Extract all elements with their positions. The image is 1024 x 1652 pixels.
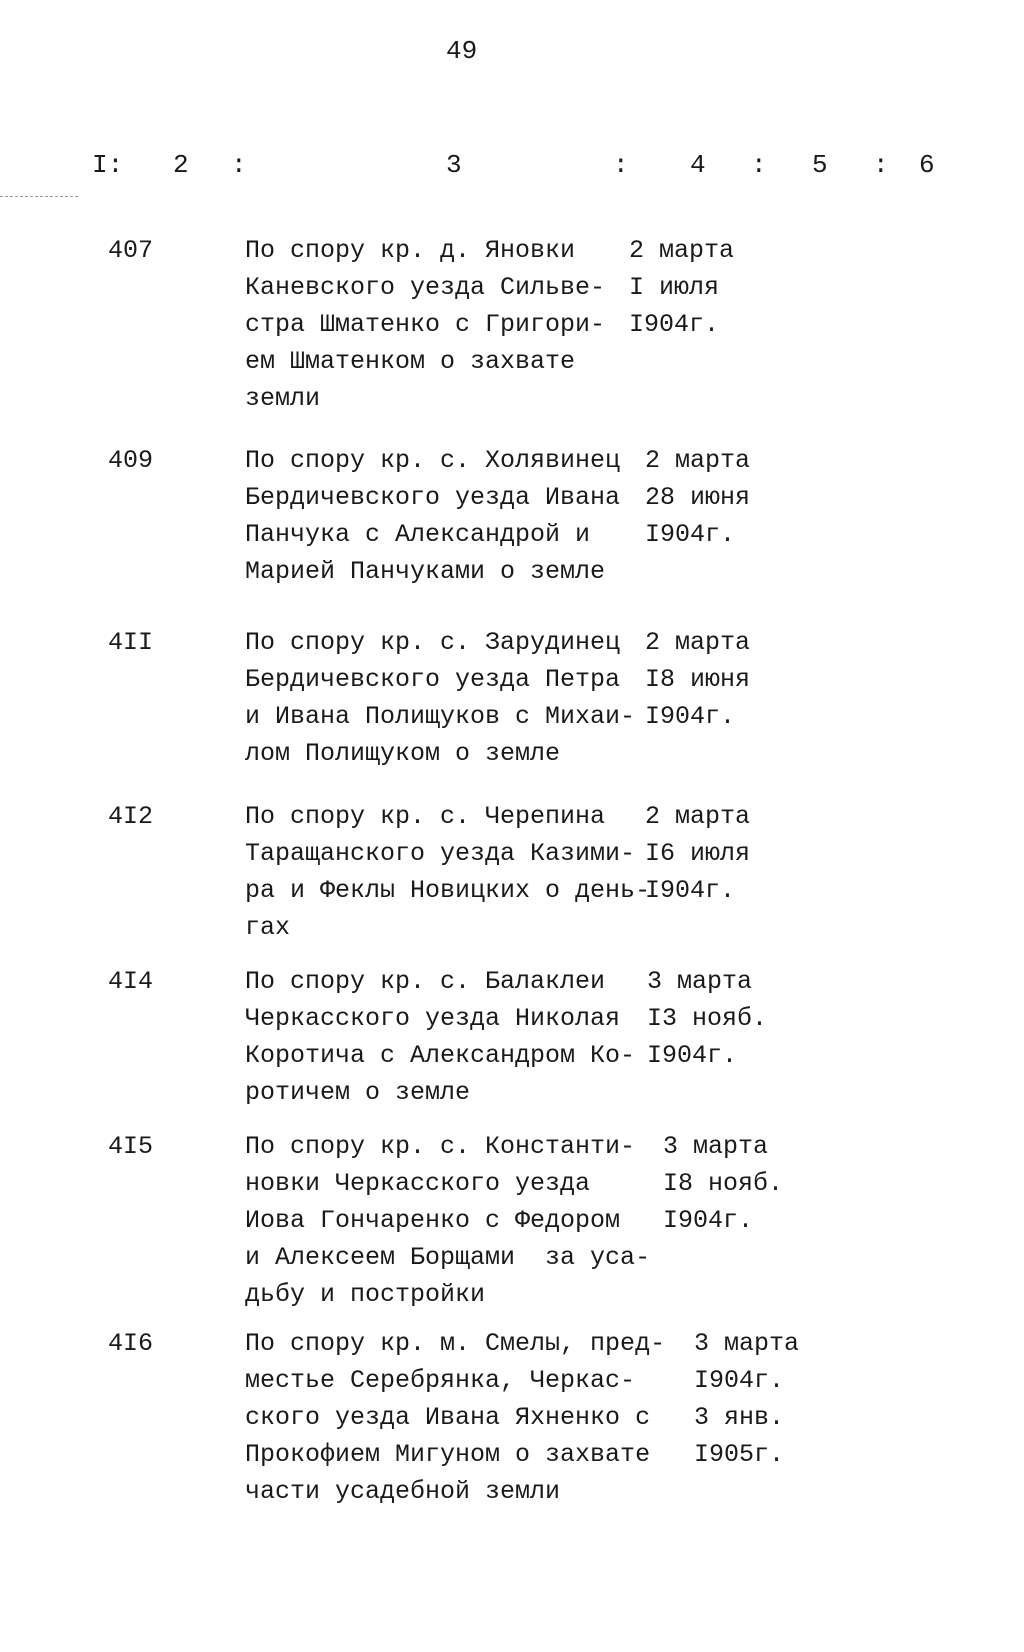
entry-description	[245, 624, 635, 772]
date-line: 2 марта	[645, 628, 751, 657]
page-number: 49	[446, 36, 478, 66]
date-line: I904г.	[694, 1366, 785, 1395]
description-line: По спору кр. с. Балаклеи	[245, 967, 606, 996]
description-line: Панчука с Александрой и	[245, 520, 591, 549]
date-line: I904г.	[647, 1041, 738, 1070]
entry-description	[245, 798, 650, 946]
description-line: Марией Панчуками о земле	[245, 557, 606, 586]
entry-description	[245, 1325, 665, 1510]
column-separator: :	[751, 150, 767, 180]
date-line: 3 марта	[663, 1132, 769, 1161]
date-line: 3 янв.	[694, 1403, 785, 1432]
date-line: I905г.	[694, 1440, 785, 1469]
column-separator: :	[873, 150, 889, 180]
description-line: Черкасского уезда Николая	[245, 1004, 621, 1033]
entry-dates	[663, 1128, 783, 1239]
column-header-4: 4	[690, 150, 706, 180]
column-header-3: 3	[446, 150, 462, 180]
date-line: I3 нояб.	[647, 1004, 768, 1033]
column-separator: :	[231, 150, 247, 180]
description-line: гах	[245, 913, 291, 942]
date-line: I904г.	[645, 520, 736, 549]
date-line: 2 марта	[629, 236, 735, 265]
description-line: Бердичевского уезда Петра	[245, 665, 621, 694]
description-line: Коротича с Александром Ко-	[245, 1041, 636, 1070]
date-line: I904г.	[663, 1206, 754, 1235]
description-line: Бердичевского уезда Ивана	[245, 483, 621, 512]
description-line: местье Серебрянка, Черкас-	[245, 1366, 636, 1395]
entry-dates	[645, 798, 750, 909]
date-line: I904г.	[645, 876, 736, 905]
entry-dates	[647, 963, 767, 1074]
entry-number: 407	[108, 236, 154, 265]
description-line: земли	[245, 384, 321, 413]
entry-dates	[645, 442, 750, 553]
description-line: ем Шматенком о захвате	[245, 347, 576, 376]
description-line: новки Черкасского уезда	[245, 1169, 591, 1198]
entry-description	[245, 232, 605, 417]
date-line: 2 марта	[645, 802, 751, 831]
description-line: По спору кр. с. Константи-	[245, 1132, 636, 1161]
header-rule	[0, 196, 78, 197]
description-line: По спору кр. д. Яновки	[245, 236, 576, 265]
description-line: ра и Феклы Новицких о день-	[245, 876, 651, 905]
description-line: По спору кр. м. Смелы, пред-	[245, 1329, 666, 1358]
description-line: ского уезда Ивана Яхненко с	[245, 1403, 651, 1432]
description-line: дьбу и постройки	[245, 1280, 486, 1309]
date-line: 2 марта	[645, 446, 751, 475]
entry-dates	[645, 624, 750, 735]
description-line: Прокофием Мигуном о захвате	[245, 1440, 651, 1469]
entry-number: 409	[108, 446, 154, 475]
date-line: 3 марта	[694, 1329, 800, 1358]
date-line: I8 июня	[645, 665, 751, 694]
column-header-2: 2	[173, 150, 189, 180]
entry-description	[245, 963, 635, 1111]
entry-dates	[629, 232, 734, 343]
date-line: I8 нояб.	[663, 1169, 784, 1198]
column-header-1: I:	[92, 150, 124, 180]
date-line: 28 июня	[645, 483, 751, 512]
entry-description	[245, 1128, 650, 1313]
description-line: По спору кр. с. Зарудинец	[245, 628, 621, 657]
column-header-6: 6	[919, 150, 935, 180]
entry-number: 4I4	[108, 967, 154, 996]
entry-number: 4I2	[108, 802, 154, 831]
description-line: ротичем о земле	[245, 1078, 471, 1107]
date-line: 3 марта	[647, 967, 753, 996]
description-line: части усадебной земли	[245, 1477, 561, 1506]
entry-number: 4II	[108, 628, 154, 657]
description-line: Таращанского уезда Казими-	[245, 839, 636, 868]
description-line: стра Шматенко с Григори-	[245, 310, 606, 339]
date-line: I904г.	[629, 310, 720, 339]
column-separator: :	[613, 150, 629, 180]
description-line: и Ивана Полищуков с Михаи-	[245, 702, 636, 731]
description-line: лом Полищуком о земле	[245, 739, 561, 768]
entry-number: 4I5	[108, 1132, 154, 1161]
description-line: Иова Гончаренко с Федором	[245, 1206, 621, 1235]
description-line: и Алексеем Борщами за уса-	[245, 1243, 651, 1272]
date-line: I904г.	[645, 702, 736, 731]
entry-description	[245, 442, 620, 590]
date-line: I июля	[629, 273, 720, 302]
date-line: I6 июля	[645, 839, 751, 868]
column-header-5: 5	[812, 150, 828, 180]
description-line: По спору кр. с. Холявинец	[245, 446, 621, 475]
entry-number: 4I6	[108, 1329, 154, 1358]
entry-dates	[694, 1325, 799, 1473]
description-line: По спору кр. с. Черепина	[245, 802, 606, 831]
description-line: Каневского уезда Сильве-	[245, 273, 606, 302]
